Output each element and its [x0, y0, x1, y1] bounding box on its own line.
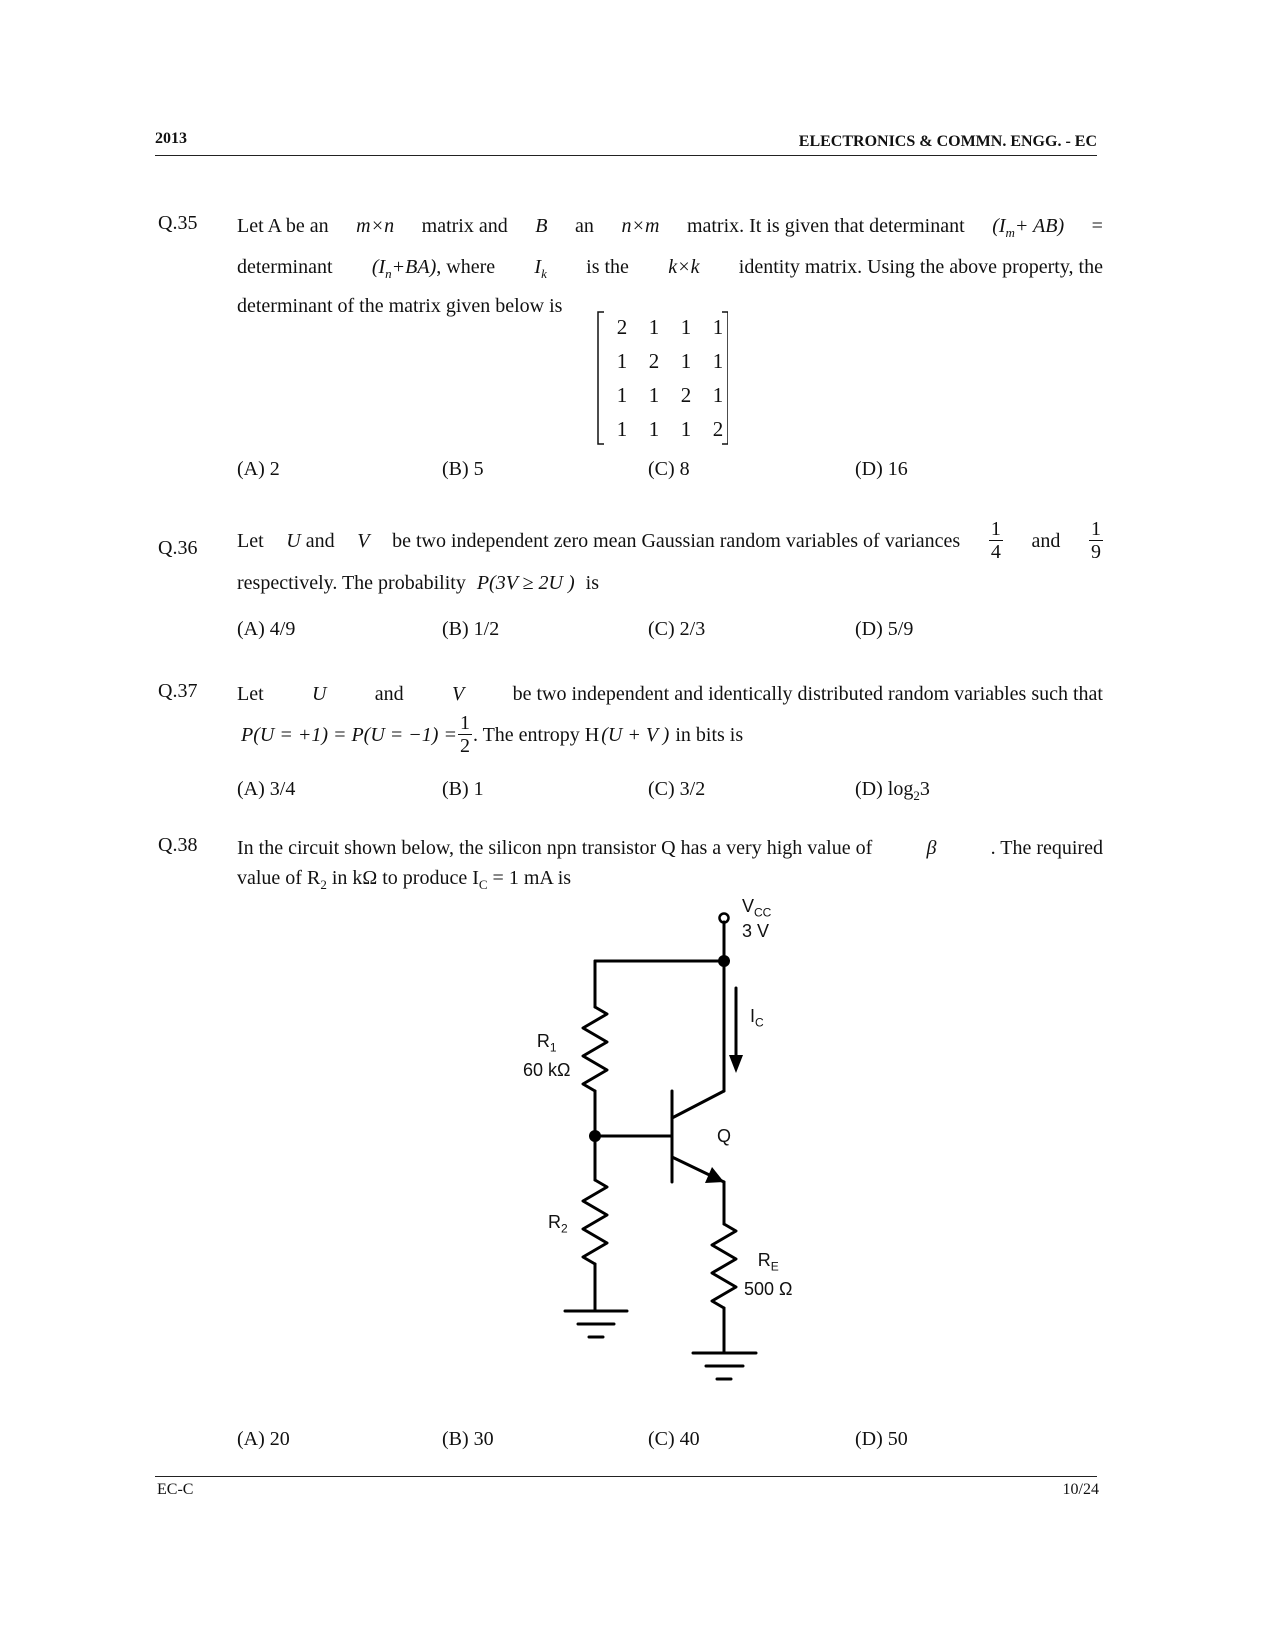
q35-rest: identity matrix. Using the above property, the — [738, 256, 1103, 278]
vcc-label-a: V — [742, 896, 755, 916]
q37-v: V — [452, 683, 465, 705]
q37-option-a: (A) 3/4 — [237, 778, 296, 800]
q36-frac2-den: 9 — [1090, 541, 1101, 563]
r1-label-sub: 1 — [549, 1040, 557, 1055]
q38-option-a: (A) 20 — [237, 1428, 290, 1450]
q37-uv: (U + V ) — [601, 723, 670, 746]
re-label-a: R — [757, 1250, 771, 1270]
footer-rule — [155, 1476, 1097, 1477]
q35-matrix-and: matrix and — [421, 215, 508, 237]
q37-u: U — [312, 683, 327, 705]
q38-line1a: In the circuit shown below, the silicon npn transistor Q has a very high value of — [237, 837, 873, 859]
q35-given: matrix. It is given that determinant — [686, 215, 965, 237]
q36-option-b: (B) 1/2 — [442, 618, 500, 640]
q38-line1b: . The required — [990, 837, 1103, 859]
q37-option-c: (C) 3/2 — [648, 778, 706, 800]
q37-frac-num: 1 — [459, 712, 470, 734]
q38-option-c: (C) 40 — [648, 1428, 700, 1450]
matrix-cell: 1 — [616, 416, 628, 441]
base-junction-dot — [589, 1130, 601, 1142]
q38-line2a: value of R — [237, 867, 321, 889]
q36-let: Let — [237, 529, 264, 552]
q37-option-b: (B) 1 — [442, 778, 484, 800]
q35-expr1-a: (I — [992, 215, 1006, 237]
q37-bits: in bits is — [675, 723, 744, 746]
matrix-cell: 1 — [616, 382, 628, 407]
matrix-cell: 1 — [712, 348, 724, 373]
matrix-cell: 1 — [648, 416, 660, 441]
q35-is-the: is the — [586, 256, 629, 278]
vcc-label-sub: CC — [754, 905, 772, 920]
r1-label — [523, 1030, 570, 1081]
ic-label-a: I — [750, 1006, 756, 1026]
q38-line2c: = 1 mA is — [492, 867, 572, 889]
top-junction-dot — [718, 955, 730, 967]
q38-beta: β — [926, 837, 937, 859]
q35-ik-sub: k — [541, 266, 547, 281]
matrix-cell: 1 — [680, 348, 692, 373]
re-label-sub: E — [770, 1259, 779, 1274]
q35-mxn: m×n — [356, 215, 395, 237]
q36-and: and — [305, 529, 335, 552]
matrix-cell: 1 — [648, 382, 660, 407]
q38-option-d: (D) 50 — [855, 1428, 908, 1450]
q35-expr2-sub: n — [385, 266, 392, 281]
q37-option-d-sub: 2 — [913, 788, 920, 803]
r2-label-a: R — [548, 1212, 561, 1232]
q35-line3: determinant of the matrix given below is — [237, 295, 563, 317]
q37-number: Q.37 — [158, 680, 198, 702]
q35-eq: = — [1091, 215, 1103, 237]
ic-label-sub: C — [755, 1015, 764, 1030]
footer-code: EC-C — [157, 1481, 194, 1498]
matrix-cell: 2 — [680, 382, 692, 407]
q37-expr: P(U = +1) = P(U = −1) = — [241, 723, 457, 746]
q38-line2b: in kΩ to produce I — [331, 867, 479, 889]
q36-rest: be two independent zero mean Gaussian random variables of variances — [392, 529, 961, 552]
q35-option-b: (B) 5 — [442, 458, 484, 480]
q38-line2-sub2: C — [478, 877, 488, 892]
matrix-cell: 1 — [712, 314, 724, 339]
q-label: Q — [717, 1126, 732, 1146]
q35-expr2-a: (I — [371, 256, 386, 278]
ic-arrowhead — [729, 1055, 743, 1073]
r1-label-a: R — [536, 1031, 550, 1051]
q36-number: Q.36 — [158, 537, 198, 559]
q36-frac1-den: 4 — [990, 541, 1001, 563]
re-label — [744, 1249, 793, 1300]
q35-option-a: (A) 2 — [237, 458, 280, 480]
matrix-cell: 1 — [712, 382, 724, 407]
q36-and2: and — [1031, 529, 1061, 552]
q36-u: U — [286, 529, 301, 552]
vcc-value: 3 V — [742, 920, 770, 941]
q36-option-c: (C) 2/3 — [648, 618, 706, 640]
q37-let: Let — [237, 683, 264, 705]
q37-rest: be two independent and identically distributed random variables such that — [512, 683, 1103, 705]
r2-resistor — [583, 1180, 607, 1264]
q36-option-a: (A) 4/9 — [237, 618, 296, 640]
r2-label — [548, 1212, 568, 1236]
q37-entropy: . The entropy H — [472, 723, 600, 746]
q35-let-a: Let A be an — [237, 215, 329, 237]
vcc-label — [742, 897, 771, 940]
r1-value: 60 kΩ — [523, 1059, 571, 1080]
q35-ik-a: I — [534, 256, 542, 278]
q38-option-b: (B) 30 — [442, 1428, 494, 1450]
q35-kxk: k×k — [668, 256, 700, 278]
q35-option-d: (D) 16 — [855, 458, 908, 480]
matrix-cell: 1 — [680, 416, 692, 441]
q37-option-d-a: (D) log — [855, 778, 914, 800]
q37-option-d-b: 3 — [919, 778, 930, 800]
q35-option-c: (C) 8 — [648, 458, 690, 480]
r2-label-sub: 2 — [561, 1221, 568, 1236]
header-subject: ELECTRONICS & COMMN. ENGG. - EC — [798, 133, 1097, 150]
q35-b: B — [535, 215, 548, 237]
q35-det2: determinant — [237, 256, 333, 278]
re-resistor — [712, 1224, 736, 1308]
q35-expr1-sub: m — [1005, 225, 1015, 240]
r1-resistor — [583, 1007, 607, 1091]
q38-number: Q.38 — [158, 834, 198, 856]
q36-v: V — [357, 529, 370, 552]
q36-frac1-num: 1 — [990, 518, 1001, 540]
matrix-cell: 1 — [616, 348, 628, 373]
matrix-cell: 2 — [616, 314, 628, 339]
q36-is: is — [585, 572, 599, 594]
matrix-cell: 1 — [680, 314, 692, 339]
header-year: 2013 — [155, 130, 187, 147]
collector-lead — [672, 1091, 724, 1118]
q37-frac-den: 2 — [459, 735, 470, 757]
q36-option-d: (D) 5/9 — [855, 618, 914, 640]
q35-nxm: n×m — [621, 215, 660, 237]
q36-resp: respectively. The probability — [237, 572, 466, 594]
q35-where: , where — [436, 256, 496, 278]
q38-line2-sub: 2 — [320, 877, 327, 892]
q37-and: and — [374, 683, 404, 705]
matrix-cell: 2 — [712, 416, 724, 441]
matrix-cell: 2 — [648, 348, 660, 373]
ic-label — [750, 1006, 764, 1030]
q35-an: an — [575, 215, 594, 237]
q35-expr1-end: + AB) — [1014, 215, 1065, 237]
matrix-cell: 1 — [648, 314, 660, 339]
footer-page: 10/24 — [1062, 1481, 1099, 1498]
q36-frac2-num: 1 — [1090, 518, 1101, 540]
q35-expr2-end: +BA) — [391, 256, 437, 278]
q35-number: Q.35 — [158, 212, 198, 234]
re-value: 500 Ω — [744, 1278, 793, 1299]
q36-prob: P(3V ≥ 2U ) — [476, 572, 575, 594]
